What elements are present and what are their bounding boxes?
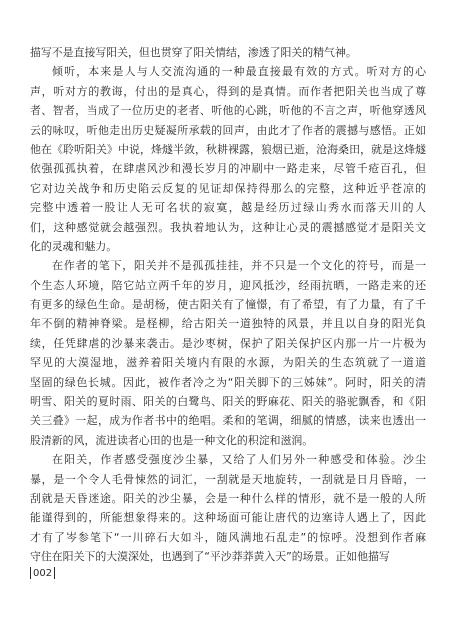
page-footer bbox=[30, 567, 55, 579]
text-line: 年不倒的精神脊梁。是柽柳，给古阳关一道独特的风景，并且以自身的阳光負 bbox=[30, 317, 426, 331]
body-text bbox=[30, 43, 426, 567]
text-line: 能谨得到的，所能想象得来的。这种场面可能让唐代的边塞诗人遇上了，因此 bbox=[30, 511, 426, 525]
text-line: 们，这种感觉就会越强烈。我执着地认为，这种让心灵的震撼感觉才是阳关文 bbox=[30, 220, 426, 234]
text-line: 云的咏叹，听他走出历史疑凝所承载的回声，由此才了作者的震撼与感悟。正如 bbox=[30, 123, 426, 137]
text-line: 倾听，本来是人与人交流沟通的一种最直接最有效的方式。听对方的心 bbox=[52, 65, 426, 79]
text-line: 它对边关战争和历史陷云反复的见证却保持得那么的完整，这种近乎苍凉的 bbox=[30, 181, 426, 195]
paragraph bbox=[30, 62, 426, 256]
paragraph bbox=[30, 43, 426, 62]
text-line: 守住在阳关下的大漠深处，也遇到了“平沙莽莽黄入天”的场景。正如他描写 bbox=[30, 550, 390, 564]
text-line: 关三叠》一起，成为作者书中的绝唱。柔和的笔调，细腻的情感，读来也透出一 bbox=[30, 414, 426, 428]
text-line: 暴，是一个令人毛骨悚然的词汇，一刮就是天地旋转，一刮就是日月昏暗，一 bbox=[30, 472, 426, 486]
text-line: 他在《聆听阳关》中说，烽燧半敛，秋耕裸露，狼烟已逝，沧海桑田，就是这烽燧 bbox=[30, 142, 426, 156]
text-line: 才有了岑参笔下“一川碎石大如斗，随风满地石乱走”的惊呼。没想到作者麻 bbox=[30, 530, 426, 544]
text-line: 声，听对方的教诲，付出的是真心，得到的是真情。而作者把阳关也当成了尊 bbox=[30, 84, 426, 98]
text-line: 明雪、阳关的夏时雨、阳关的白鹭鸟、阳关的野麻花、阳关的骆驼飘香，和《阳 bbox=[30, 395, 426, 409]
text-line: 股清新的风，流进读者心田的也是一种文化的积淀和滋润。 bbox=[30, 433, 314, 447]
footer-left-bar bbox=[30, 567, 31, 579]
text-line: 化的灵魂和魅力。 bbox=[30, 239, 118, 253]
text-line: 刮就是天昏迷途。阳关的沙尘暴，会是一种什么样的情形，就不是一般的人所 bbox=[30, 491, 426, 505]
text-line: 完整中透着一股让人无可名状的寂寞，越是经历过绿山秀水而落天川的人 bbox=[30, 201, 426, 215]
text-line: 罕见的大漠湿地，滋养着阳关境内有限的水源，为阳关的生态筑就了一道道 bbox=[30, 356, 426, 370]
text-line: 有更多的绿色生命。是胡杨，使古阳关有了憧憬，有了希望，有了力量，有了千 bbox=[30, 298, 426, 312]
text-line: 续，任凭肆虐的沙暴来袭击。是沙枣树，保护了阳关保护区内那一片一片极为 bbox=[30, 336, 426, 350]
text-line: 在作者的笔下，阳关并不是孤孤挂挂，并不只是一个文化的符号，而是一 bbox=[52, 259, 426, 273]
text-line: 者、智者，当成了一位历史的老者、听他的心跳，听他的不言之声，听他穿透风 bbox=[30, 104, 426, 118]
paragraph bbox=[30, 450, 426, 566]
page-number: 002 bbox=[33, 567, 53, 579]
text-line: 依强孤孤执着，在肆虐风沙和漫长岁月的冲刷中一路走来，尽管千疮百孔，但 bbox=[30, 162, 426, 176]
text-line: 描写不是直接写阳关，但也贯穿了阳关情结，渗透了阳关的精气神。 bbox=[30, 46, 357, 59]
text-line: 个生态人环境，陪它站立两千年的岁月，迎风抵沙，经雨抗晒，一路走来的还 bbox=[30, 278, 426, 292]
text-line: 坚固的绿色长城。因此，被作者冷之为“阳关脚下的三姊妹”。阿时，阳关的清 bbox=[30, 375, 426, 389]
paragraph bbox=[30, 256, 426, 450]
text-line: 在阳关，作者感受强度沙尘暴，又给了人们另外一种感受和体验。沙尘 bbox=[52, 453, 426, 467]
footer-right-bar bbox=[54, 567, 55, 579]
